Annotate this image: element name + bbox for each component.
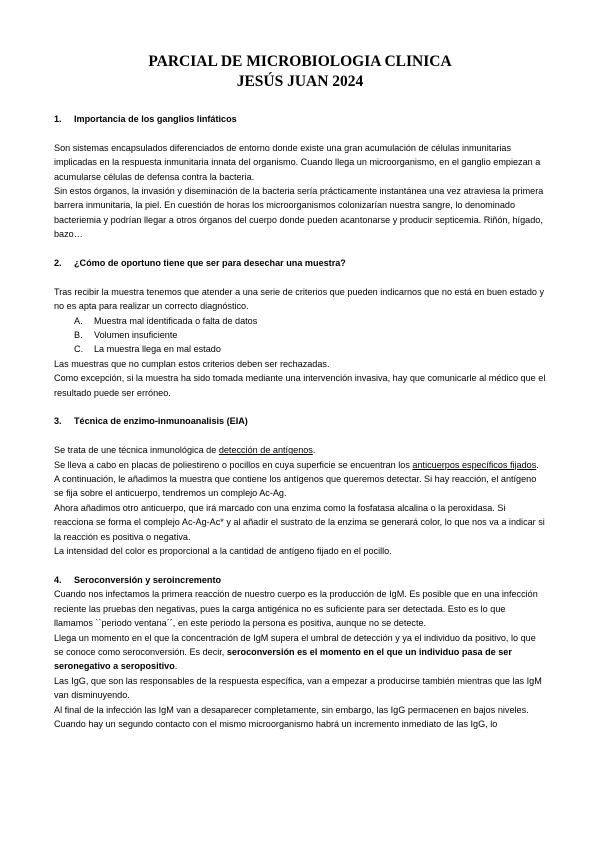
- section-2: [54, 256, 546, 400]
- underlined-term: anticuerpos específicos fijados: [412, 459, 537, 470]
- paragraph: Sin estos órganos, la invasión y diseminación de la bacteria sería prácticamente instantánea una vez atraviesa la primera barrera inmunitaria, la piel. En cuestión de horas los microorganismos colonizarían nuestra sangre, lo denominado bacteriemia y podrían llegar a otros órganos del cuerpo donde pueden acantonarse y producir septicemia. Riñón, hígado, bazo…: [54, 186, 544, 240]
- list-letter: C.: [74, 344, 84, 355]
- list-letter: B.: [74, 330, 83, 341]
- section-heading: [54, 256, 546, 270]
- document-subtitle: JESÚS JUAN 2024: [236, 73, 364, 90]
- list-text: Volumen insuficiente: [94, 330, 178, 341]
- document-title: PARCIAL DE MICROBIOLOGIA CLINICA: [148, 53, 452, 70]
- section-heading: [54, 112, 546, 126]
- paragraph: Se trata de une técnica inmunológica de detección de antígenos.: [54, 445, 316, 456]
- paragraph: Ahora añadimos otro anticuerpo, que irá marcado con una enzima como la fosfatasa alcalina o la peroxidasa. Si reacciona se forma el complejo Ac-Ag-Ac* y al añadir el sustrato de la enzima se generará color, lo que nos va a indicar si la reacción es positiva o negativa.: [54, 502, 545, 542]
- paragraph: Como excepción, si la muestra ha sido tomada mediante una intervención invasiva, hay que comunicarle al médico que el resultado puede ser erróneo.: [54, 373, 546, 398]
- paragraph: Son sistemas encapsulados diferenciados de entorno donde existe una gran acumulación de células inmunitarias implicadas en la respuesta inmunitaria innata del organismo. Cuando llega un microorganismo, en el ganglio empiezan a acumularse células de defensa contra la bacteria.: [54, 142, 541, 182]
- paragraph: Cuando hay un segundo contacto con el mismo microorganismo habrá un incremento inmediato de las IgG, lo: [54, 718, 498, 729]
- paragraph: Llega un momento en el que la concentración de IgM supera el umbral de detección y ya el individuo da positivo, lo que se conoce como seroconversión. Es decir, seroconversión es el momento en el que un individuo pasa de ser seronegativo a seropositivo.: [54, 632, 536, 672]
- paragraph: La intensidad del color es proporcional a la cantidad de antígeno fijado en el pocillo.: [54, 546, 392, 557]
- list-item: [74, 328, 546, 342]
- list-item: [74, 314, 546, 328]
- underlined-term: detección de antígenos: [218, 445, 313, 456]
- section-3: [54, 414, 546, 558]
- paragraph: Tras recibir la muestra tenemos que atender a una serie de criterios que pueden indicarnos que no está en buen estado y no es apta para realizar un correcto diagnóstico.: [54, 286, 545, 312]
- list-letter: A.: [74, 315, 83, 326]
- section-heading: [54, 414, 546, 428]
- section-heading: [54, 573, 546, 587]
- section-number: 1.: [54, 114, 62, 124]
- paragraph: Las IgG, que son las responsables de la respuesta específica, van a empezar a producirse también mientras que las IgM van disminuyendo.: [54, 675, 542, 701]
- list-text: La muestra llega en mal estado: [94, 344, 221, 355]
- paragraph: Al final de la infección las IgM van a desaparecer completamente, sin embargo, las IgG permacenen en bajos niveles.: [54, 704, 529, 715]
- list-item: [74, 342, 546, 356]
- section-4: [54, 573, 546, 731]
- bold-definition: seroconversión es el momento en el que un individuo pasa de ser seronegativo a seropositivo: [54, 646, 512, 672]
- section-title: Seroconversión y seroincremento: [74, 574, 222, 585]
- section-1: [54, 112, 546, 242]
- section-title: Importancia de los ganglios linfáticos: [74, 114, 237, 124]
- section-title: ¿Cómo de oportuno tiene que ser para desechar una muestra?: [74, 258, 346, 269]
- section-title: Técnica de enzimo-inmunoanalisis (EIA): [74, 416, 248, 427]
- criteria-list: [54, 314, 546, 357]
- paragraph: Se lleva a cabo en placas de poliestireno o pocillos en cuya superficie se encuentran los anticuerpos específicos fijados. A continuación, le añadimos la muestra que contiene los antígenos que queremos detectar. Si hay reacción, el antígeno se fija sobre el anticuerpo, tendremos un complejo Ac-Ag.: [54, 459, 539, 499]
- paragraph: Las muestras que no cumplan estos criterios deben ser rechazadas.: [54, 358, 330, 369]
- section-number: 3.: [54, 416, 62, 427]
- section-number: 2.: [54, 258, 62, 269]
- list-text: Muestra mal identificada o falta de datos: [94, 315, 258, 326]
- section-number: 4.: [54, 574, 62, 585]
- paragraph: Cuando nos infectamos la primera reacción de nuestro cuerpo es la producción de IgM. Es posible que en una infección reciente las pruebas den negativas, pues la carga antigénica no es suficiente para ser detectada. Esto es lo que llamamos ``periodo ventana´´, en este periodo la persona es positiva, aunque no se detecte.: [54, 589, 538, 629]
